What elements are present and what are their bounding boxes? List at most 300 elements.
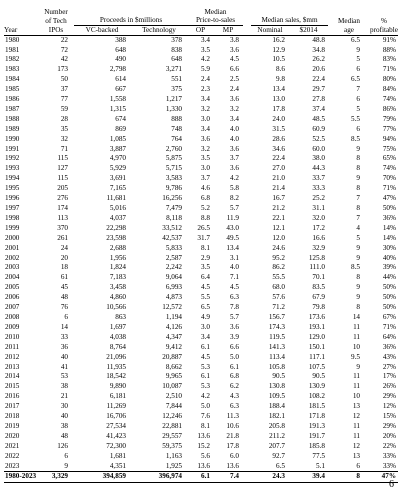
sales-2014-cell: 79.8 — [312, 303, 325, 312]
vc-backed-cell: 614 — [115, 75, 126, 84]
profitable-header-line1: % — [381, 16, 387, 25]
table-row — [4, 273, 398, 283]
age-cell: 8 — [356, 273, 360, 282]
mp-cell: 3.4 — [230, 114, 239, 123]
vc-backed-cell: 41,423 — [106, 431, 126, 440]
table-row — [4, 254, 398, 264]
table-row — [4, 263, 398, 273]
profitable-cell: 65% — [382, 154, 396, 163]
vc-backed-cell: 4,351 — [109, 461, 126, 470]
profitable-header-line2: profitable — [370, 26, 398, 34]
age-cell: 8.5 — [351, 134, 360, 143]
sales-2014-cell: 150.1 — [308, 342, 325, 351]
ipos-cell: 370 — [57, 223, 68, 232]
year-cell: 1981 — [5, 45, 20, 54]
nominal-cell: 92.7 — [272, 451, 285, 460]
sales-2014-cell: 191.3 — [308, 421, 325, 430]
year-cell: 1990 — [5, 134, 20, 143]
table-row — [4, 323, 398, 333]
op-cell: 2.3 — [201, 85, 210, 94]
ipos-cell: 9 — [64, 461, 68, 470]
table-row — [4, 204, 398, 214]
op-cell: 26.5 — [197, 223, 210, 232]
profitable-cell: 30% — [382, 243, 396, 252]
technology-cell: 16,256 — [162, 194, 182, 203]
table-row — [4, 313, 398, 323]
ipos-cell: 45 — [60, 283, 68, 292]
table-row — [4, 462, 398, 472]
age-cell: 9 — [356, 253, 360, 262]
sales-2014-cell: 20.6 — [312, 65, 325, 74]
year-cell: 1988 — [5, 114, 20, 123]
technology-cell: 1,217 — [165, 95, 182, 104]
age-cell: 12 — [352, 412, 360, 421]
mp-cell: 5.8 — [230, 184, 239, 193]
technology-cell: 29,557 — [162, 431, 182, 440]
ipos-cell: 36 — [60, 342, 68, 351]
ipos-cell: 30 — [60, 402, 68, 411]
table-row — [4, 214, 398, 224]
vc-backed-cell: 648 — [115, 45, 126, 54]
age-cell: 6 — [356, 461, 360, 470]
op-cell: 3.5 — [201, 263, 210, 272]
sales-2014-header: $2014 — [289, 25, 328, 35]
op-cell: 8.1 — [201, 421, 210, 430]
op-cell: 3.2 — [201, 144, 210, 153]
ipo-statistics-table — [4, 9, 398, 483]
profitable-cell: 50% — [382, 293, 396, 302]
year-cell: 2013 — [5, 362, 20, 371]
technology-cell: 5,875 — [165, 154, 182, 163]
vc-backed-cell: 9,890 — [109, 382, 126, 391]
profitable-cell: 91% — [382, 35, 396, 44]
profitable-cell: 79% — [382, 114, 396, 123]
ipos-header-line3: IPOs — [38, 25, 74, 35]
ipos-cell: 59 — [60, 104, 68, 113]
op-cell: 4.6 — [201, 184, 210, 193]
technology-cell: 2,587 — [165, 253, 182, 262]
profitable-cell: 64% — [382, 332, 396, 341]
sales-2014-cell: 191.7 — [308, 431, 325, 440]
year-cell: 2012 — [5, 352, 20, 361]
mp-cell: 7.1 — [230, 273, 239, 282]
nominal-cell: 8.6 — [276, 65, 285, 74]
vc-backed-cell: 11,681 — [106, 194, 126, 203]
year-cell: 1985 — [5, 85, 20, 94]
age-cell: 9 — [356, 362, 360, 371]
op-cell: 15.2 — [197, 441, 210, 450]
year-cell: 2016 — [5, 392, 20, 401]
table-row — [4, 35, 398, 45]
age-cell: 6.5 — [351, 75, 360, 84]
nominal-cell: 90.5 — [272, 372, 285, 381]
op-cell: 3.0 — [201, 322, 210, 331]
table-row — [4, 442, 398, 452]
vc-backed-cell: 22,298 — [106, 223, 126, 232]
age-cell: 12 — [352, 441, 360, 450]
vc-backed-cell: 21,096 — [106, 352, 126, 361]
op-cell: 3.0 — [201, 164, 210, 173]
mp-cell: 49.5 — [226, 233, 239, 242]
op-cell: 13.6 — [197, 461, 210, 470]
mp-cell: 11.9 — [226, 213, 239, 222]
mp-cell: 17.8 — [226, 441, 239, 450]
mp-cell: 3.1 — [230, 253, 239, 262]
mp-cell: 6.3 — [230, 402, 239, 411]
technology-cell: 4,126 — [165, 322, 182, 331]
nominal-cell: 16.2 — [272, 35, 285, 44]
ipos-cell: 173 — [57, 65, 68, 74]
op-cell: 4.2 — [201, 392, 210, 401]
op-cell: 3.4 — [201, 95, 210, 104]
op-cell: 5.5 — [201, 293, 210, 302]
age-cell: 9 — [356, 174, 360, 183]
technology-cell: 551 — [171, 75, 182, 84]
ipos-cell: 50 — [60, 75, 68, 84]
total-ipos-cell: 3,329 — [38, 472, 74, 483]
op-cell: 3.4 — [201, 124, 210, 133]
mp-cell: 4.5 — [230, 283, 239, 292]
technology-cell: 1,925 — [165, 461, 182, 470]
technology-cell: 22,881 — [162, 421, 182, 430]
nominal-cell: 12.9 — [272, 45, 285, 54]
total-technology-cell: 396,974 — [130, 472, 188, 483]
technology-cell: 2,760 — [165, 144, 182, 153]
nominal-cell: 113.4 — [269, 352, 285, 361]
table-row — [4, 402, 398, 412]
op-cell: 3.5 — [201, 154, 210, 163]
ipos-cell: 21 — [60, 392, 68, 401]
technology-cell: 8,118 — [166, 213, 182, 222]
sales-2014-cell: 25.2 — [312, 194, 325, 203]
vc-backed-cell: 6,181 — [109, 392, 126, 401]
year-cell: 2002 — [5, 253, 20, 262]
total-mp-cell: 7.4 — [213, 472, 243, 483]
mp-cell: 5.7 — [230, 204, 239, 212]
table-body — [4, 35, 398, 472]
year-cell: 2010 — [5, 332, 20, 341]
table-row — [4, 194, 398, 204]
age-cell: 5 — [356, 55, 360, 64]
sales-2014-cell: 5.1 — [316, 461, 325, 470]
mp-header: MP — [213, 25, 243, 35]
ipos-cell: 35 — [60, 124, 68, 133]
sales-2014-cell: 129.0 — [308, 332, 325, 341]
profitable-cell: 75% — [382, 144, 396, 153]
vc-backed-cell: 1,697 — [109, 322, 126, 331]
nominal-cell: 119.5 — [269, 332, 285, 341]
age-cell: 5 — [356, 104, 360, 113]
technology-cell: 838 — [171, 45, 182, 54]
nominal-cell: 6.5 — [276, 461, 285, 470]
age-cell: 6.5 — [351, 35, 360, 44]
nominal-cell: 24.0 — [272, 114, 285, 123]
technology-cell: 33,512 — [162, 223, 182, 232]
year-cell: 1991 — [5, 144, 20, 153]
op-cell: 6.1 — [201, 342, 210, 351]
op-cell: 6.5 — [201, 303, 210, 312]
age-cell: 9.5 — [351, 352, 360, 361]
vc-backed-cell: 4,038 — [109, 332, 126, 341]
nominal-cell: 109.5 — [268, 392, 285, 401]
mp-cell: 3.6 — [230, 95, 239, 104]
table-row — [4, 184, 398, 194]
sales-2014-cell: 32.9 — [312, 243, 325, 252]
mp-cell: 4.0 — [230, 134, 239, 143]
age-cell: 9 — [356, 283, 360, 292]
vc-backed-cell: 4,860 — [109, 293, 126, 302]
year-cell: 1998 — [5, 213, 20, 222]
sales-2014-cell: 31.1 — [312, 204, 325, 212]
op-cell: 3.4 — [201, 35, 210, 44]
nominal-cell: 141.3 — [268, 342, 285, 351]
profitable-cell: 50% — [382, 204, 396, 212]
nominal-cell: 205.8 — [268, 421, 285, 430]
nominal-cell: 21.4 — [272, 184, 285, 193]
age-cell: 11 — [353, 332, 360, 341]
op-cell: 13.6 — [197, 431, 210, 440]
op-cell: 6.4 — [201, 273, 210, 282]
technology-cell: 7,844 — [165, 402, 182, 411]
nominal-cell: 28.6 — [272, 134, 285, 143]
op-cell: 5.9 — [201, 65, 210, 74]
op-cell: 6.1 — [201, 372, 210, 381]
mp-cell: 10.6 — [226, 421, 239, 430]
age-cell: 6 — [356, 95, 360, 104]
year-cell: 2023 — [5, 461, 20, 470]
sales-2014-cell: 34.8 — [312, 45, 325, 54]
vc-backed-cell: 5,929 — [109, 164, 126, 173]
vc-backed-cell: 7,165 — [109, 184, 126, 193]
profitable-cell: 47% — [382, 194, 396, 203]
year-cell: 2001 — [5, 243, 20, 252]
sales-2014-cell: 22.4 — [312, 75, 325, 84]
age-cell: 11 — [353, 372, 360, 381]
profitable-cell: 94% — [382, 134, 396, 143]
age-cell: 13 — [352, 402, 360, 411]
nominal-cell: 17.8 — [272, 104, 285, 113]
total-op-cell: 6.1 — [188, 472, 213, 483]
sales-2014-cell: 60.0 — [312, 144, 325, 153]
vc-backed-cell: 3,887 — [109, 144, 126, 153]
ipos-cell: 77 — [60, 95, 68, 104]
mp-cell: 13.4 — [226, 243, 239, 252]
year-cell: 2009 — [5, 322, 20, 331]
profitable-cell: 44% — [382, 273, 396, 282]
technology-cell: 5,833 — [165, 243, 182, 252]
total-nominal-cell: 24.3 — [251, 472, 289, 483]
year-cell: 2004 — [5, 273, 20, 282]
ipos-cell: 6 — [64, 312, 68, 321]
year-cell: 1983 — [5, 65, 20, 74]
mp-cell: 5.0 — [230, 352, 239, 361]
total-year-cell: 1980-2023 — [4, 472, 38, 483]
year-cell: 2022 — [5, 451, 20, 460]
technology-cell: 59,375 — [162, 441, 182, 450]
technology-cell: 4,873 — [165, 293, 182, 302]
op-cell: 3.5 — [201, 45, 210, 54]
vc-backed-cell: 3,458 — [109, 283, 126, 292]
mp-cell: 4.2 — [230, 174, 239, 183]
ipos-cell: 261 — [57, 233, 68, 242]
table-row — [4, 145, 398, 155]
profitable-cell: 71% — [382, 322, 396, 331]
table-row — [4, 154, 398, 164]
nominal-cell: 156.7 — [268, 312, 285, 321]
vc-backed-cell: 23,598 — [106, 233, 126, 242]
sales-2014-cell: 67.9 — [312, 293, 325, 302]
table-row — [4, 65, 398, 75]
table-row — [4, 85, 398, 95]
nominal-cell: 27.0 — [272, 164, 285, 173]
sales-2014-cell: 111.0 — [309, 263, 325, 272]
year-cell: 1984 — [5, 75, 20, 84]
technology-cell: 2,510 — [165, 392, 182, 401]
op-cell: 3.6 — [201, 134, 210, 143]
year-cell: 1987 — [5, 104, 20, 113]
page-number: 6 — [389, 479, 394, 490]
mp-cell: 3.8 — [230, 35, 239, 44]
sales-2014-cell: 60.9 — [312, 124, 325, 133]
profitable-cell: 33% — [382, 451, 396, 460]
table-row — [4, 293, 398, 303]
mp-cell: 6.1 — [230, 362, 239, 371]
nominal-cell: 12.0 — [272, 233, 285, 242]
mp-cell: 6.8 — [230, 372, 239, 381]
vc-backed-cell: 3,691 — [109, 174, 126, 183]
mp-cell: 21.8 — [226, 431, 239, 440]
age-cell: 9 — [356, 45, 360, 54]
ipos-cell: 126 — [57, 441, 68, 450]
vc-backed-cell: 674 — [115, 114, 126, 123]
op-cell: 3.0 — [201, 114, 210, 123]
op-cell: 4.5 — [201, 352, 210, 361]
table-row — [4, 422, 398, 432]
table-row — [4, 412, 398, 422]
year-cell: 2008 — [5, 312, 20, 321]
age-cell: 10 — [352, 392, 360, 401]
mp-cell: 4.0 — [230, 263, 239, 272]
table-row — [4, 115, 398, 125]
profitable-cell: 84% — [382, 85, 396, 94]
mp-cell: 6.2 — [230, 382, 239, 391]
year-cell: 2014 — [5, 372, 20, 381]
mp-cell: 3.6 — [230, 322, 239, 331]
nominal-cell: 174.3 — [268, 322, 285, 331]
sales-2014-cell: 17.2 — [312, 223, 325, 232]
sales-2014-cell: 83.5 — [312, 283, 325, 292]
mp-cell: 3.9 — [230, 332, 239, 341]
vc-backed-cell: 18,542 — [106, 372, 126, 381]
sales-2014-cell: 44.3 — [312, 164, 325, 173]
age-cell: 6 — [356, 124, 360, 133]
technology-cell: 2,242 — [165, 263, 182, 272]
vc-backed-cell: 869 — [115, 124, 126, 133]
ipos-cell: 14 — [60, 322, 68, 331]
ipos-cell: 18 — [60, 263, 68, 272]
sales-2014-cell: 32.0 — [312, 213, 325, 222]
sales-2014-cell: 125.8 — [308, 253, 325, 262]
technology-cell: 5,715 — [165, 164, 182, 173]
profitable-cell: 14% — [382, 233, 396, 242]
vc-backed-cell: 1,558 — [109, 95, 126, 104]
op-cell: 8.1 — [201, 243, 210, 252]
year-cell: 1982 — [5, 55, 20, 64]
profitable-cell: 33% — [382, 461, 396, 470]
op-cell: 3.2 — [201, 104, 210, 113]
profitable-cell: 17% — [382, 372, 396, 381]
mp-cell: 2.5 — [230, 75, 239, 84]
age-cell: 8 — [356, 154, 360, 163]
year-cell: 2018 — [5, 412, 20, 421]
age-cell: 9 — [356, 243, 360, 252]
vc-backed-cell: 8,764 — [109, 342, 126, 351]
vc-backed-cell: 863 — [115, 312, 126, 321]
ipos-cell: 22 — [60, 35, 68, 44]
ipos-cell: 127 — [57, 164, 68, 173]
vc-backed-cell: 4,037 — [109, 213, 126, 222]
profitable-cell: 74% — [382, 164, 396, 173]
ipos-cell: 20 — [60, 253, 68, 262]
sales-2014-cell: 117.1 — [309, 352, 325, 361]
vc-backed-header: VC-backed — [74, 25, 130, 35]
year-cell: 2021 — [5, 441, 20, 450]
nominal-cell: 10.5 — [272, 55, 285, 64]
table-row — [4, 372, 398, 382]
age-cell: 6 — [356, 65, 360, 74]
sales-2014-cell: 108.2 — [308, 392, 325, 401]
op-cell: 31.7 — [197, 233, 210, 242]
mp-cell: 11.3 — [226, 412, 239, 421]
profitable-cell: 36% — [382, 213, 396, 222]
op-cell: 2.4 — [201, 75, 210, 84]
year-cell: 2000 — [5, 233, 20, 242]
proceeds-group-header: Proceeds in $millions — [74, 17, 188, 25]
age-cell: 11 — [353, 421, 360, 430]
profitable-cell: 50% — [382, 303, 396, 312]
sales-2014-cell: 185.8 — [308, 441, 325, 450]
op-cell: 3.7 — [201, 174, 210, 183]
mp-cell: 4.5 — [230, 55, 239, 64]
ipos-cell: 40 — [60, 412, 68, 421]
ipos-cell: 24 — [60, 243, 68, 252]
mp-cell: 6.0 — [230, 451, 239, 460]
vc-backed-cell: 5,016 — [109, 204, 126, 212]
year-cell: 2017 — [5, 402, 20, 411]
table-row — [4, 283, 398, 293]
op-cell: 5.0 — [201, 402, 210, 411]
profitable-cell: 12% — [382, 402, 396, 411]
age-cell: 7 — [356, 194, 360, 203]
age-cell: 11 — [353, 322, 360, 331]
profitable-cell: 86% — [382, 104, 396, 113]
op-cell: 5.3 — [201, 382, 210, 391]
ipos-cell: 42 — [60, 55, 68, 64]
sales-2014-cell: 130.9 — [308, 382, 325, 391]
year-cell: 2006 — [5, 293, 20, 302]
profitable-cell: 27% — [382, 362, 396, 371]
vc-backed-cell: 27,534 — [106, 421, 126, 430]
nominal-cell: 21.0 — [272, 174, 285, 183]
sales-2014-cell: 29.7 — [312, 85, 325, 94]
age-cell: 4 — [356, 223, 360, 232]
technology-cell: 9,965 — [165, 372, 182, 381]
nominal-cell: 211.2 — [269, 431, 285, 440]
op-cell: 7.6 — [201, 412, 210, 421]
profitable-cell: 22% — [382, 441, 396, 450]
profitable-cell: 43% — [382, 352, 396, 361]
age-header-line1: Median — [338, 16, 360, 25]
